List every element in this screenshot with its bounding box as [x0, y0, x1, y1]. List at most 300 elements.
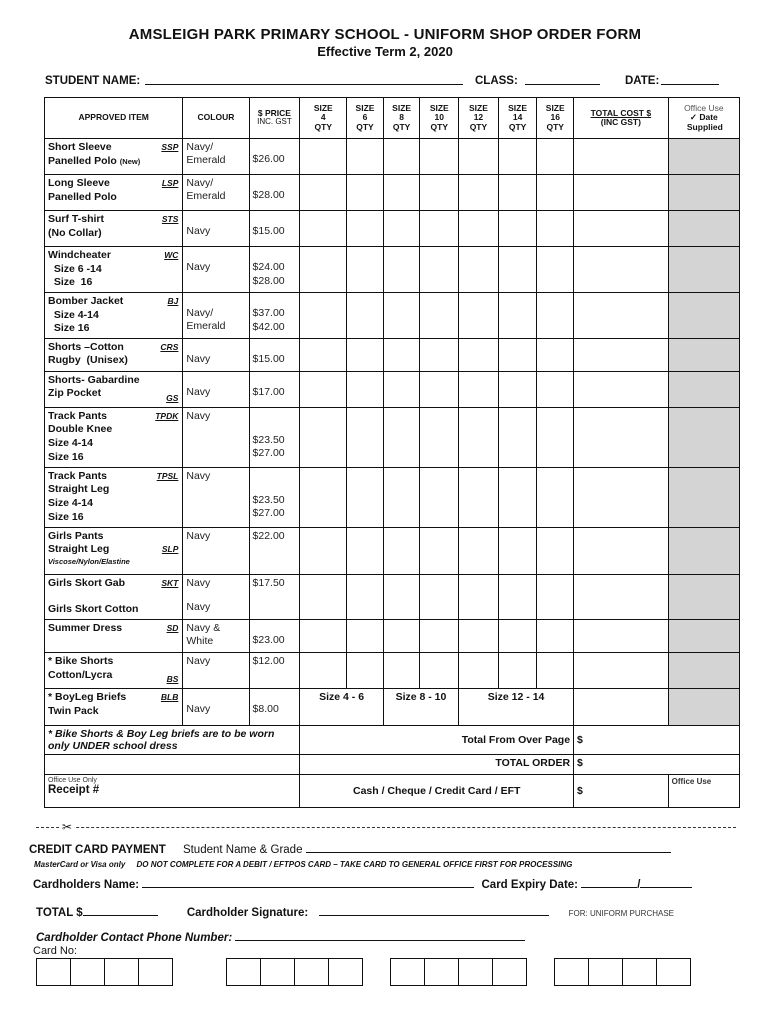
- cc-total-row: [36, 906, 674, 919]
- item-name-line: Size 16: [48, 322, 90, 335]
- total-cost-cell[interactable]: [574, 407, 669, 467]
- qty-cell[interactable]: [300, 338, 347, 371]
- total-cost-cell[interactable]: [574, 211, 669, 247]
- qty-cell[interactable]: [498, 653, 537, 689]
- qty-cell[interactable]: [498, 620, 537, 653]
- item-name-line: Girls Skort Cotton: [48, 603, 139, 616]
- item-name-line: Straight Leg: [48, 543, 110, 556]
- qty-cell[interactable]: [383, 407, 420, 467]
- item-code: STS: [161, 214, 179, 224]
- qty-cell[interactable]: [498, 139, 537, 175]
- card-expiry-label: Card Expiry Date:: [481, 879, 579, 891]
- table-row: [45, 689, 740, 726]
- cc-warning-row: [34, 858, 572, 870]
- qty-cell[interactable]: [537, 527, 574, 574]
- item-name-cell: [45, 247, 183, 293]
- qty-cell[interactable]: [498, 407, 537, 467]
- table-row: [45, 653, 740, 689]
- item-price-cell: [249, 527, 300, 574]
- item-colour-cell: [183, 139, 249, 175]
- qty-cell[interactable]: [300, 175, 347, 211]
- qty-cell[interactable]: [347, 247, 384, 293]
- item-name-line: Panelled Polo: [48, 190, 117, 203]
- item-colour: Navy/: [186, 177, 214, 189]
- qty-cell[interactable]: [459, 211, 499, 247]
- item-colour: White: [186, 634, 214, 647]
- qty-cell[interactable]: [537, 574, 574, 619]
- cc-holder-row: [33, 878, 692, 891]
- item-code: SSP: [161, 142, 179, 152]
- item-price: $12.00: [252, 655, 285, 668]
- item-code: BS: [166, 674, 179, 685]
- qty-cell[interactable]: [300, 139, 347, 175]
- card-number-group-2[interactable]: [227, 958, 363, 986]
- qty-cell[interactable]: [459, 467, 499, 527]
- qty-cell[interactable]: [498, 292, 537, 338]
- qty-cell[interactable]: [300, 653, 347, 689]
- total-cost-cell[interactable]: [574, 467, 669, 527]
- item-new-note: (New): [119, 156, 141, 166]
- qty-cell[interactable]: [383, 247, 420, 293]
- item-colour: Navy: [186, 601, 211, 614]
- item-price: $24.00: [252, 261, 285, 273]
- qty-cell[interactable]: [383, 653, 420, 689]
- item-name-cell: [45, 371, 183, 407]
- qty-cell[interactable]: [420, 467, 459, 527]
- item-colour: Emerald: [186, 189, 226, 202]
- item-name-cell: [45, 407, 183, 467]
- item-name-cell: [45, 292, 183, 338]
- qty-cell[interactable]: [498, 467, 537, 527]
- item-colour-cell: [183, 527, 249, 574]
- item-code: LSP: [161, 178, 179, 188]
- item-price-cell: [249, 574, 300, 619]
- cc-title: CREDIT CARD PAYMENT: [29, 844, 166, 856]
- item-price: $23.50: [252, 433, 285, 446]
- item-code: TPSL: [156, 470, 179, 481]
- item-name-cell: [45, 211, 183, 247]
- item-colour: Emerald: [186, 153, 226, 166]
- header-size-16: SIZE 16 QTY: [537, 98, 574, 139]
- item-name-line: Long Sleeve: [48, 177, 110, 189]
- item-colour-cell: [183, 338, 249, 371]
- item-price: $15.00: [252, 352, 285, 365]
- item-price: [253, 482, 297, 494]
- signature-field[interactable]: [319, 906, 549, 916]
- item-price: $27.00: [252, 447, 285, 460]
- item-name-cell: [45, 139, 183, 175]
- item-name-cell: [45, 653, 183, 689]
- office-use-cell: [668, 211, 739, 247]
- office-use-cell: [668, 338, 739, 371]
- qty-cell[interactable]: [347, 527, 384, 574]
- cards-accepted-note: MasterCard or Visa only: [34, 860, 126, 869]
- qty-cell[interactable]: [347, 653, 384, 689]
- item-name-cell: [45, 175, 183, 211]
- qty-cell[interactable]: [347, 467, 384, 527]
- qty-cell[interactable]: [420, 407, 459, 467]
- qty-cell[interactable]: [537, 139, 574, 175]
- item-colour: Navy: [186, 576, 211, 589]
- item-name-cell: [45, 574, 183, 619]
- total-cost-cell[interactable]: [574, 371, 669, 407]
- for-purchase-note: FOR: UNIFORM PURCHASE: [568, 909, 675, 918]
- item-colour: Navy: [186, 703, 211, 716]
- item-name-line: Girls Skort Gab: [48, 576, 126, 589]
- cut-line: [36, 827, 736, 837]
- item-price: $23.00: [252, 634, 285, 647]
- item-name-line: Size 16: [48, 276, 93, 289]
- qty-cell[interactable]: [347, 139, 384, 175]
- qty-cell[interactable]: [383, 371, 420, 407]
- qty-cell[interactable]: [459, 620, 499, 653]
- qty-cell[interactable]: [459, 407, 499, 467]
- cardholder-name-label: Cardholders Name:: [33, 879, 140, 891]
- item-price-cell: [249, 653, 300, 689]
- item-price-cell: [249, 247, 300, 293]
- expiry-year-field[interactable]: [640, 878, 692, 888]
- item-name-line: Panelled Polo (New): [48, 154, 141, 167]
- qty-cell[interactable]: [300, 407, 347, 467]
- qty-cell[interactable]: [300, 292, 347, 338]
- item-code: SLP: [161, 543, 179, 554]
- qty-cell[interactable]: [420, 247, 459, 293]
- item-colour: Navy: [186, 409, 211, 422]
- qty-cell[interactable]: [300, 467, 347, 527]
- item-name-line: [48, 590, 179, 603]
- qty-cell[interactable]: [420, 371, 459, 407]
- qty-cell[interactable]: [459, 338, 499, 371]
- qty-cell[interactable]: [383, 139, 420, 175]
- qty-cell[interactable]: [420, 292, 459, 338]
- blank-cell: [45, 755, 300, 775]
- item-name-line: Track Pants: [48, 469, 107, 482]
- qty-cell[interactable]: [347, 292, 384, 338]
- qty-cell[interactable]: [537, 292, 574, 338]
- total-over-page-label: Total From Over Page: [300, 726, 574, 755]
- qty-cell[interactable]: [383, 211, 420, 247]
- qty-cell[interactable]: [537, 371, 574, 407]
- card-number-group-1[interactable]: [37, 958, 173, 986]
- item-colour: [186, 295, 245, 307]
- qty-cell[interactable]: [347, 620, 384, 653]
- header-total-cost: TOTAL COST $ (INC GST): [574, 98, 669, 139]
- item-colour: Navy &: [186, 622, 221, 635]
- size-group-qty-cell[interactable]: Size 4 - 6: [300, 689, 383, 726]
- item-code: WC: [164, 250, 179, 260]
- item-colour-cell: [183, 371, 249, 407]
- total-over-page-field[interactable]: $: [574, 726, 740, 755]
- item-price-cell: [249, 689, 300, 726]
- item-name-line: Straight Leg: [48, 483, 110, 496]
- qty-cell[interactable]: [537, 338, 574, 371]
- payment-amount-field[interactable]: $: [574, 775, 669, 808]
- office-use-cell: [668, 292, 739, 338]
- item-price: [253, 410, 297, 422]
- total-cost-cell[interactable]: [574, 653, 669, 689]
- office-use-cell: [668, 689, 739, 726]
- qty-cell[interactable]: [498, 247, 537, 293]
- office-use-cell: [668, 653, 739, 689]
- table-row: [45, 247, 740, 293]
- payment-office-use: Office Use: [668, 775, 739, 808]
- total-cost-cell[interactable]: [574, 574, 669, 619]
- total-order-label: TOTAL ORDER: [300, 755, 574, 775]
- item-price: $37.00: [252, 306, 285, 319]
- qty-cell[interactable]: [383, 620, 420, 653]
- qty-cell[interactable]: [420, 653, 459, 689]
- qty-cell[interactable]: [383, 574, 420, 619]
- header-approved-item: APPROVED ITEM: [45, 98, 183, 139]
- student-grade-label: Student Name & Grade: [182, 844, 303, 856]
- total-cost-cell[interactable]: [574, 527, 669, 574]
- card-number-group-3[interactable]: [391, 958, 527, 986]
- table-row: [45, 467, 740, 527]
- item-price: $23.50: [252, 493, 285, 506]
- qty-cell[interactable]: [420, 338, 459, 371]
- qty-cell[interactable]: [498, 338, 537, 371]
- qty-cell[interactable]: [347, 407, 384, 467]
- item-name-line: (No Collar): [48, 226, 102, 239]
- qty-cell[interactable]: [459, 574, 499, 619]
- total-cost-cell[interactable]: [574, 139, 669, 175]
- item-name-line: * Bike Shorts: [48, 655, 114, 668]
- item-price: $42.00: [252, 320, 285, 333]
- item-code: TPDK: [155, 410, 179, 421]
- item-colour: Navy/: [186, 141, 214, 153]
- table-row: [45, 338, 740, 371]
- item-price: $28.00: [252, 189, 285, 201]
- total-cost-cell[interactable]: [574, 292, 669, 338]
- item-colour: Emerald: [186, 319, 226, 332]
- item-name-line: Summer Dress: [48, 622, 123, 635]
- student-name-label: STUDENT NAME:: [45, 75, 141, 87]
- item-code: BJ: [167, 295, 179, 306]
- item-code: SKT: [161, 577, 179, 588]
- qty-cell[interactable]: [420, 574, 459, 619]
- phone-label: Cardholder Contact Phone Number:: [36, 932, 233, 944]
- item-name-line: Twin Pack: [48, 704, 99, 717]
- item-code: CRS: [160, 341, 179, 352]
- item-colour: [186, 249, 245, 261]
- table-row: [45, 371, 740, 407]
- item-price-cell: [249, 407, 300, 467]
- item-price-cell: [249, 338, 300, 371]
- qty-cell[interactable]: [498, 211, 537, 247]
- item-price: $15.00: [252, 225, 285, 237]
- qty-cell[interactable]: [300, 211, 347, 247]
- qty-cell[interactable]: [383, 338, 420, 371]
- student-grade-field[interactable]: [306, 843, 671, 853]
- item-price: $17.00: [252, 385, 285, 398]
- size-group-qty-cell[interactable]: Size 12 - 14: [459, 689, 574, 726]
- item-price: $26.00: [252, 153, 285, 165]
- class-label: CLASS:: [475, 75, 518, 87]
- qty-cell[interactable]: [537, 211, 574, 247]
- item-name-cell: [45, 467, 183, 527]
- payment-methods: Cash / Cheque / Credit Card / EFT: [300, 775, 574, 808]
- header-size-8: SIZE 8 QTY: [383, 98, 420, 139]
- qty-cell[interactable]: [300, 247, 347, 293]
- receipt-cell[interactable]: [45, 775, 300, 808]
- card-number-group-4[interactable]: [555, 958, 691, 986]
- expiry-month-field[interactable]: [581, 878, 637, 888]
- size-group-qty-cell[interactable]: Size 8 - 10: [383, 689, 458, 726]
- item-colour-cell: [183, 292, 249, 338]
- qty-cell[interactable]: [459, 247, 499, 293]
- item-code: SD: [166, 623, 179, 634]
- header-price: $ PRICE INC. GST: [249, 98, 300, 139]
- qty-cell[interactable]: [498, 527, 537, 574]
- item-name-line: Zip Pocket: [48, 387, 102, 400]
- item-name-line: Shorts- Gabardine: [48, 373, 140, 386]
- qty-cell[interactable]: [420, 139, 459, 175]
- header-office-use: Office Use ✓ Date Supplied: [668, 98, 739, 139]
- office-use-cell: [668, 620, 739, 653]
- item-price: [253, 249, 297, 261]
- item-colour-cell: [183, 467, 249, 527]
- item-name-cell: [45, 338, 183, 371]
- item-price-cell: [249, 371, 300, 407]
- qty-cell[interactable]: [459, 139, 499, 175]
- qty-cell[interactable]: [383, 175, 420, 211]
- cc-phone-row: [36, 931, 525, 944]
- office-use-cell: [668, 175, 739, 211]
- item-price: $17.50: [252, 576, 285, 589]
- qty-cell[interactable]: [459, 175, 499, 211]
- qty-cell[interactable]: [347, 175, 384, 211]
- item-price: [253, 422, 297, 434]
- item-price: $8.00: [252, 703, 279, 716]
- qty-cell[interactable]: [498, 574, 537, 619]
- qty-cell[interactable]: [420, 211, 459, 247]
- signature-label: Cardholder Signature:: [186, 907, 309, 919]
- qty-cell[interactable]: [347, 574, 384, 619]
- qty-cell[interactable]: [347, 211, 384, 247]
- cardholder-name-field[interactable]: [142, 878, 474, 888]
- item-colour-cell: [183, 175, 249, 211]
- total-cost-cell[interactable]: [574, 620, 669, 653]
- form-title: AMSLEIGH PARK PRIMARY SCHOOL - UNIFORM SHOP ORDER FORM: [128, 26, 642, 43]
- header-size-10: SIZE 10 QTY: [420, 98, 459, 139]
- cc-total-field[interactable]: [83, 906, 158, 916]
- item-colour: [186, 374, 245, 386]
- qty-cell[interactable]: [300, 620, 347, 653]
- phone-field[interactable]: [235, 931, 525, 941]
- total-cost-cell[interactable]: [574, 247, 669, 293]
- table-row: [45, 211, 740, 247]
- item-colour: Navy: [186, 385, 211, 398]
- item-colour-cell: [183, 247, 249, 293]
- qty-cell[interactable]: [537, 175, 574, 211]
- item-price-cell: [249, 139, 300, 175]
- qty-cell[interactable]: [537, 653, 574, 689]
- item-name-line: * BoyLeg Briefs: [48, 691, 127, 704]
- qty-cell[interactable]: [498, 371, 537, 407]
- total-cost-cell[interactable]: [574, 175, 669, 211]
- qty-cell[interactable]: [459, 653, 499, 689]
- item-name-line: Track Pants: [48, 409, 107, 422]
- total-cost-cell[interactable]: [574, 338, 669, 371]
- item-price-cell: [249, 175, 300, 211]
- item-name-line: Double Knee: [48, 423, 113, 436]
- item-colour-cell: [183, 620, 249, 653]
- item-colour-cell: [183, 407, 249, 467]
- table-row: [45, 620, 740, 653]
- item-price-cell: [249, 467, 300, 527]
- qty-cell[interactable]: [537, 247, 574, 293]
- total-cost-cell[interactable]: [574, 689, 669, 726]
- item-name-line: Size 4-14: [48, 497, 93, 510]
- item-price: [253, 341, 297, 353]
- qty-cell[interactable]: [300, 574, 347, 619]
- item-name-cell: [45, 689, 183, 726]
- item-name-cell: [45, 527, 183, 574]
- qty-cell[interactable]: [537, 467, 574, 527]
- qty-cell[interactable]: [347, 371, 384, 407]
- table-row: [45, 527, 740, 574]
- item-name-line: Size 4-14: [48, 437, 93, 450]
- item-price-cell: [249, 292, 300, 338]
- header-size-14: SIZE 14 QTY: [498, 98, 537, 139]
- qty-cell[interactable]: [459, 292, 499, 338]
- qty-cell[interactable]: [537, 407, 574, 467]
- qty-cell[interactable]: [300, 527, 347, 574]
- header-colour: COLOUR: [183, 98, 249, 139]
- qty-cell[interactable]: [383, 527, 420, 574]
- qty-cell[interactable]: [459, 371, 499, 407]
- item-material-note: Viscose/Nylon/Elastine: [48, 557, 130, 567]
- qty-cell[interactable]: [498, 175, 537, 211]
- item-colour: [186, 589, 245, 601]
- qty-cell[interactable]: [459, 527, 499, 574]
- date-label: DATE:: [625, 75, 660, 87]
- qty-cell[interactable]: [420, 175, 459, 211]
- office-use-cell: [668, 247, 739, 293]
- cc-total-label: TOTAL $: [36, 907, 83, 919]
- item-name-line: Size 4-14: [48, 308, 99, 321]
- receipt-label: Receipt #: [48, 784, 100, 797]
- header-size-12: SIZE 12 QTY: [459, 98, 499, 139]
- item-code: GS: [166, 392, 179, 403]
- table-row: [45, 175, 740, 211]
- item-name-line: Size 16: [48, 450, 84, 463]
- form-subtitle: Effective Term 2, 2020: [317, 44, 453, 59]
- item-colour: Navy/: [186, 306, 214, 319]
- item-name-line: Girls Pants: [48, 529, 104, 542]
- qty-cell[interactable]: [383, 467, 420, 527]
- qty-cell[interactable]: [420, 527, 459, 574]
- item-name-line: Short Sleeve: [48, 141, 112, 153]
- office-use-cell: [668, 139, 739, 175]
- qty-cell[interactable]: [383, 292, 420, 338]
- qty-cell[interactable]: [300, 371, 347, 407]
- item-price: [253, 141, 297, 153]
- table-row: [45, 139, 740, 175]
- item-price: [253, 470, 297, 482]
- item-name-line: Surf T-shirt: [48, 213, 105, 225]
- office-use-cell: [668, 407, 739, 467]
- qty-cell[interactable]: [420, 620, 459, 653]
- item-name-line: Shorts –Cotton: [48, 340, 124, 353]
- item-name-cell: [45, 620, 183, 653]
- qty-cell[interactable]: [347, 338, 384, 371]
- item-price: $28.00: [252, 274, 285, 287]
- office-use-cell: [668, 574, 739, 619]
- qty-cell[interactable]: [537, 620, 574, 653]
- total-order-field[interactable]: $: [574, 755, 740, 775]
- item-colour-cell: [183, 211, 249, 247]
